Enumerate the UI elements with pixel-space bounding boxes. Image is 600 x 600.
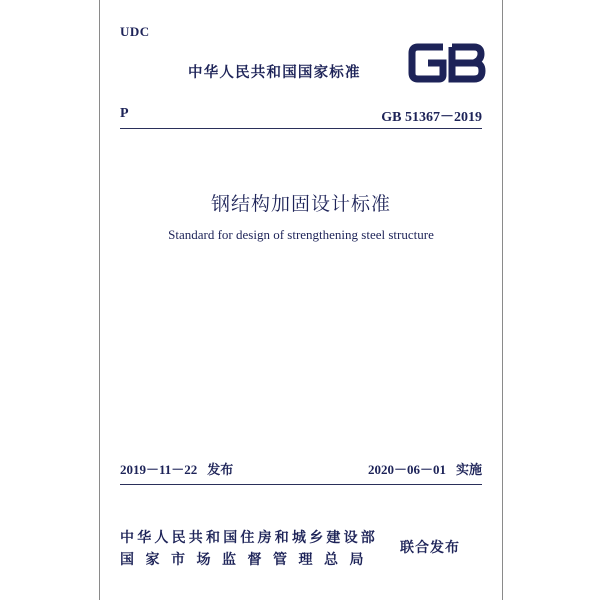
issue-label: 发布 — [207, 463, 234, 478]
issuing-authorities — [120, 527, 386, 571]
classification-letter: P — [120, 106, 129, 121]
issuer-administration: 国家市场监督管理总局 — [120, 552, 375, 568]
standard-cover — [99, 0, 503, 600]
title-english: Standard for design of strengthening steel structure — [168, 227, 434, 242]
joint-release-label: 联合发布 — [400, 540, 460, 556]
top-divider — [120, 128, 482, 129]
implementation-date: 2020－06－01 — [367, 462, 446, 477]
national-standard-label: 中华人民共和国国家标准 — [188, 65, 361, 81]
implementation-label: 实施 — [455, 463, 482, 478]
bottom-divider — [120, 484, 482, 485]
gb-logo-icon — [408, 41, 486, 85]
implementation-date-block — [368, 459, 482, 478]
standard-number: GB 51367－2019 — [381, 110, 482, 125]
issue-date-block — [120, 459, 233, 478]
issuer-ministry: 中华人民共和国住房和城乡建设部 — [120, 530, 378, 546]
title-chinese: 钢结构加固设计标准 — [210, 193, 391, 215]
udc-label: UDC — [120, 24, 150, 39]
issue-date: 2019－11－22 — [120, 462, 198, 477]
